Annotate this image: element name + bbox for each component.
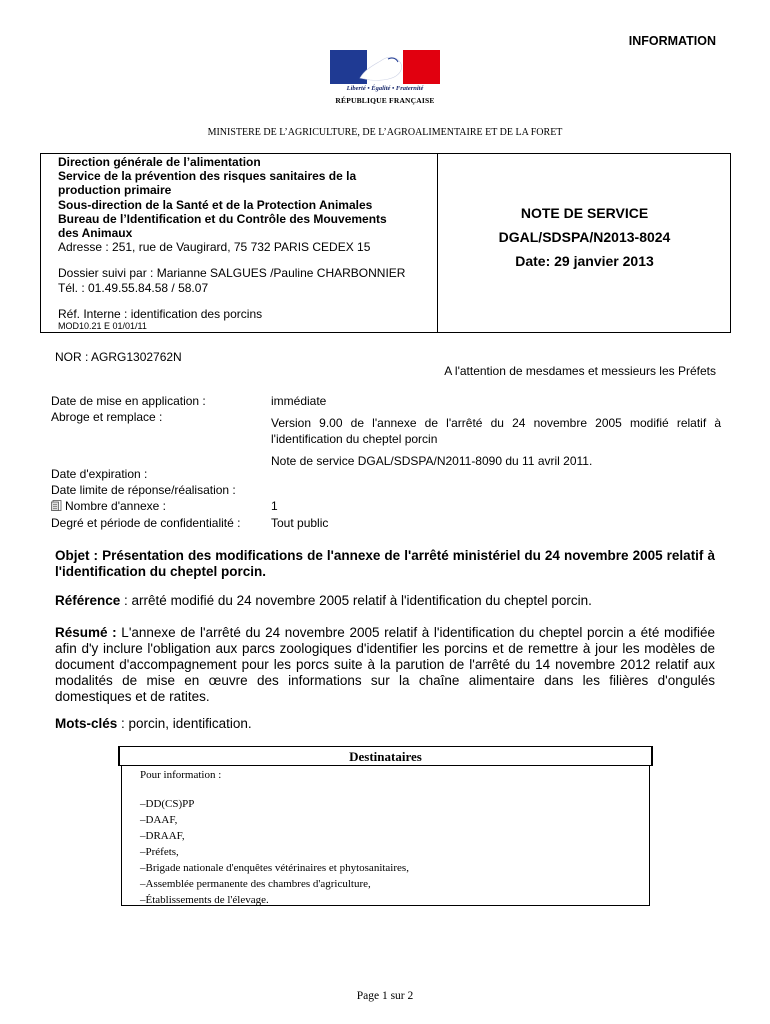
- confidentiality-value: Tout public: [271, 516, 329, 530]
- destinataires-intro: Pour information :: [140, 769, 222, 781]
- sender-line: Sous-direction de la Santé et de la Protection Animales: [58, 197, 373, 212]
- list-item: –Assemblée permanente des chambres d'agriculture,: [140, 878, 371, 890]
- keywords-label: Mots-clés: [55, 716, 118, 731]
- information-label: INFORMATION: [628, 34, 716, 48]
- sender-address: Adresse : 251, rue de Vaugirard, 75 732 PARIS CEDEX 15: [58, 240, 371, 255]
- logo-motto: Liberté • Égalité • Fraternité: [346, 85, 424, 92]
- logo-republique: RÉPUBLIQUE FRANÇAISE: [335, 96, 435, 105]
- sender-line: production primaire: [58, 183, 172, 198]
- note-date: Date: 29 janvier 2013: [515, 253, 654, 269]
- note-block: [438, 205, 731, 277]
- list-item: –DAAF,: [140, 814, 178, 826]
- reference-paragraph: [55, 593, 715, 609]
- destinataires-title: Destinataires: [349, 749, 422, 764]
- list-item: –DRAAF,: [140, 830, 185, 842]
- sender-line: des Animaux: [58, 226, 133, 241]
- list-item: –Préfets,: [140, 846, 179, 858]
- replace-value-1: Version 9.00 de l'annexe de l'arrêté du 24 novembre 2005 modifié relatif à l'identification du cheptel porcin: [271, 416, 721, 446]
- objet-text: Objet : Présentation des modifications de l'annexe de l'arrêté ministériel du 24 novembre 2005 relatif à l'identification du cheptel porcin.: [55, 548, 715, 579]
- annex-label: Nombre d'annexe :: [65, 499, 167, 513]
- list-item: –Établissements de l'élevage.: [140, 894, 269, 906]
- nor-code: NOR : AGRG1302762N: [55, 350, 182, 364]
- annex-row: [51, 499, 166, 513]
- note-title: NOTE DE SERVICE: [520, 205, 649, 221]
- resume-paragraph: [55, 625, 715, 705]
- resume-label: Résumé :: [55, 625, 117, 640]
- attention-line: A l'attention de mesdames et messieurs les Préfets: [444, 364, 716, 378]
- confidentiality-label: Degré et période de confidentialité :: [51, 516, 241, 530]
- followed-by: Dossier suivi par : Marianne SALGUES /Pauline CHARBONNIER: [58, 266, 406, 281]
- keywords-paragraph: [55, 716, 715, 732]
- replace-value-2: Note de service DGAL/SDSPA/N2011-8090 du 11 avril 2011.: [271, 454, 593, 468]
- reference-text: : arrêté modifié du 24 novembre 2005 relatif à l'identification du cheptel porcin.: [120, 593, 592, 608]
- internal-ref: Réf. Interne : identification des porcins: [58, 306, 263, 321]
- expiration-label: Date d'expiration :: [51, 467, 148, 481]
- document-icon: [51, 500, 62, 511]
- list-item: –Brigade nationale d'enquêtes vétérinaires et phytosanitaires,: [140, 862, 409, 874]
- annex-value: 1: [271, 499, 278, 513]
- list-item: –DD(CS)PP: [140, 798, 195, 810]
- marianne-logo: [330, 50, 440, 110]
- marianne-flag-icon: [330, 50, 440, 84]
- destinataires-list: [140, 796, 409, 908]
- deadline-label: Date limite de réponse/réalisation :: [51, 483, 236, 497]
- mod-code: MOD10.21 E 01/01/11: [58, 321, 147, 332]
- sender-line: Bureau de l’Identification et du Contrôle des Mouvements: [58, 211, 387, 226]
- resume-text: L'annexe de l'arrêté du 24 novembre 2005 relatif à l'identification du cheptel porcin a été modifiée afin d'y inclure l'obligation aux parcs zoologiques d'identifier les porcins et de remettre à jour les modèles de document d'accompagnement pour les porcs suite à la parution de l'arrêté du 14 novembre 2012 relatif aux modalités de mise en œuvre des informations sur la chaîne alimentaire dans les filières d'ongulés domestiques et de ratites.: [55, 625, 715, 704]
- application-value: immédiate: [271, 394, 327, 408]
- sender-line: Service de la prévention des risques sanitaires de la: [58, 169, 357, 184]
- keywords-text: : porcin, identification.: [117, 716, 252, 731]
- ministry-name: MINISTERE DE L’AGRICULTURE, DE L’AGROALIMENTAIRE ET DE LA FORET: [207, 127, 563, 138]
- note-number: DGAL/SDSPA/N2013-8024: [498, 229, 671, 245]
- reference-label: Référence: [55, 593, 121, 608]
- sender-line: Direction générale de l’alimentation: [58, 155, 261, 169]
- page-number: Page 1 sur 2: [356, 990, 414, 1002]
- replace-label: Abroge et remplace :: [51, 410, 163, 424]
- sender-tel: Tél. : 01.49.55.84.58 / 58.07: [58, 280, 209, 295]
- application-label: Date de mise en application :: [51, 394, 206, 408]
- sender-block: [58, 155, 436, 331]
